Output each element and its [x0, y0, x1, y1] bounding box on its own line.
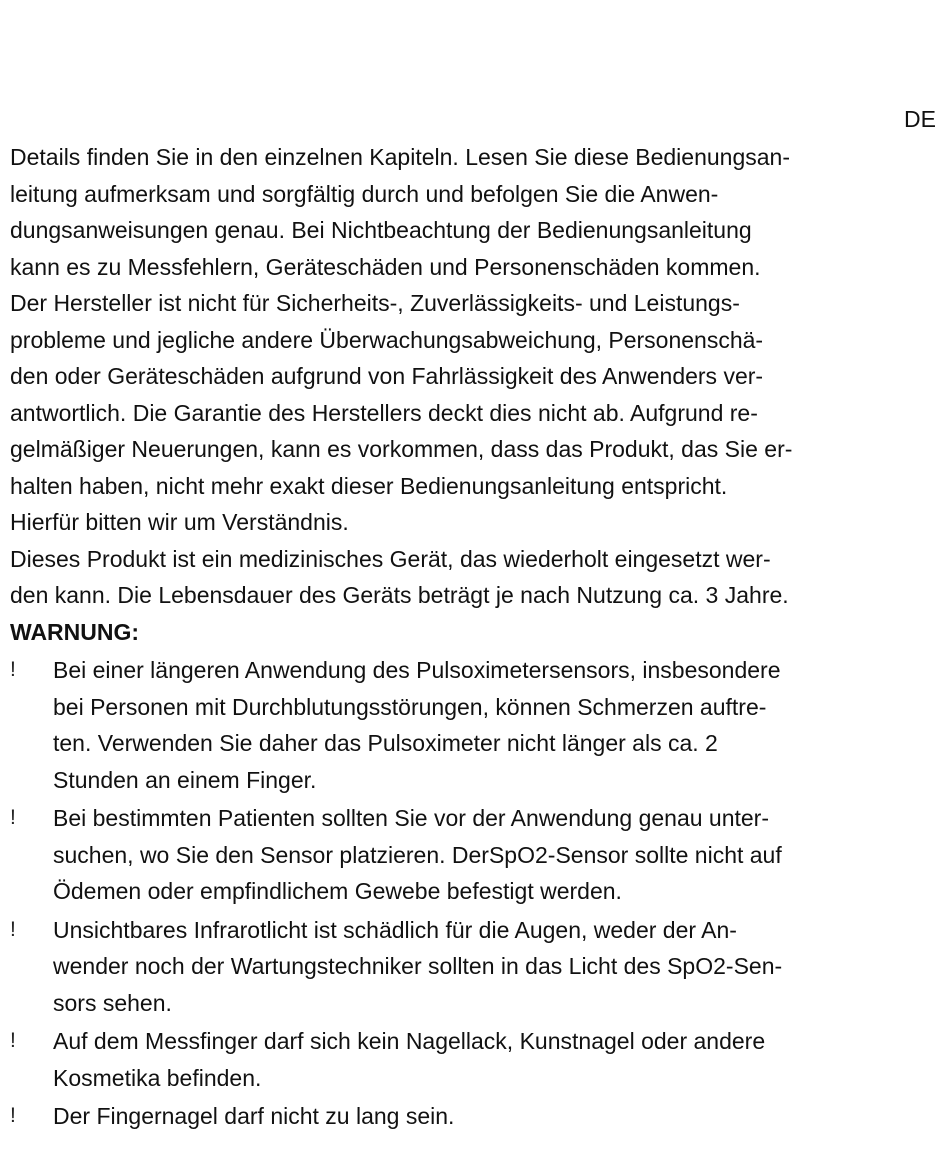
text-line: gelmäßiger Neuerungen, kann es vorkommen, dass das Produkt, das Sie er-: [10, 436, 793, 462]
text-line: Details finden Sie in den einzelnen Kapiteln. Lesen Sie diese Bedienungsan-: [10, 144, 790, 170]
warning-text: [53, 912, 938, 1022]
warning-item: [10, 1023, 938, 1096]
text-line: leitung aufmerksam und sorgfältig durch und befolgen Sie die Anwen-: [10, 180, 719, 207]
exclamation-icon: !: [10, 917, 16, 941]
warning-item: [10, 800, 938, 910]
document-body: [10, 139, 938, 1137]
warning-item: [10, 652, 938, 798]
exclamation-icon: !: [10, 1104, 16, 1127]
text-line: kann es zu Messfehlern, Geräteschäden und Personenschäden kommen.: [10, 253, 761, 280]
text-line: ten. Verwenden Sie daher das Pulsoximeter nicht länger als ca. 2: [53, 730, 718, 756]
text-line: den kann. Die Lebensdauer des Geräts beträgt je nach Nutzung ca. 3 Jahre.: [10, 582, 789, 608]
text-line: Der Fingernagel darf nicht zu lang sein.: [53, 1103, 455, 1129]
text-line: dungsanweisungen genau. Bei Nichtbeachtung der Bedienungsanleitung: [10, 217, 752, 243]
text-line: antwortlich. Die Garantie des Herstellers deckt dies nicht ab. Aufgrund re-: [10, 399, 758, 426]
warning-text: [53, 1098, 938, 1135]
text-line: sors sehen.: [53, 989, 172, 1016]
exclamation-icon: !: [10, 658, 16, 681]
text-line: halten haben, nicht mehr exakt dieser Bedienungsanleitung entspricht.: [10, 472, 728, 499]
warning-heading: WARNUNG:: [10, 618, 140, 645]
warning-text: [53, 1023, 938, 1096]
text-line: Hierfür bitten wir um Verständnis.: [10, 509, 349, 535]
intro-paragraph: [10, 139, 938, 541]
warning-item: [10, 1098, 938, 1135]
exclamation-icon: !: [10, 806, 16, 829]
warning-text: [53, 800, 938, 910]
text-line: Bei bestimmten Patienten sollten Sie vor der Anwendung genau unter-: [53, 805, 769, 831]
text-line: Auf dem Messfinger darf sich kein Nagellack, Kunstnagel oder andere: [53, 1028, 766, 1054]
exclamation-icon: !: [10, 1029, 16, 1052]
text-line: Bei einer längeren Anwendung des Pulsoximetersensors, insbesondere: [53, 657, 781, 683]
text-line: Kosmetika befinden.: [53, 1064, 262, 1091]
text-line: Ödemen oder empfindlichem Gewebe befestigt werden.: [53, 878, 622, 904]
warning-list: [10, 652, 938, 1135]
warning-text: [53, 652, 938, 798]
text-line: suchen, wo Sie den Sensor platzieren. DerSpO2-Sensor sollte nicht auf: [53, 841, 782, 868]
text-line: bei Personen mit Durchblutungsstörungen, können Schmerzen auftre-: [53, 693, 767, 720]
text-line: probleme und jegliche andere Überwachungsabweichung, Personenschä-: [10, 326, 764, 353]
text-line: Der Hersteller ist nicht für Sicherheits-, Zuverlässigkeits- und Leistungs-: [10, 290, 740, 316]
text-line: Stunden an einem Finger.: [53, 766, 317, 793]
lifetime-paragraph: [10, 541, 938, 614]
text-line: Dieses Produkt ist ein medizinisches Gerät, das wiederholt eingesetzt wer-: [10, 545, 771, 572]
text-line: Unsichtbares Infrarotlicht ist schädlich für die Augen, weder der An-: [53, 916, 737, 943]
language-tag: DE: [904, 106, 936, 132]
text-line: den oder Geräteschäden aufgrund von Fahrlässigkeit des Anwenders ver-: [10, 363, 764, 389]
text-line: wender noch der Wartungstechniker sollten in das Licht des SpO2-Sen-: [53, 953, 783, 979]
warning-item: [10, 912, 938, 1022]
